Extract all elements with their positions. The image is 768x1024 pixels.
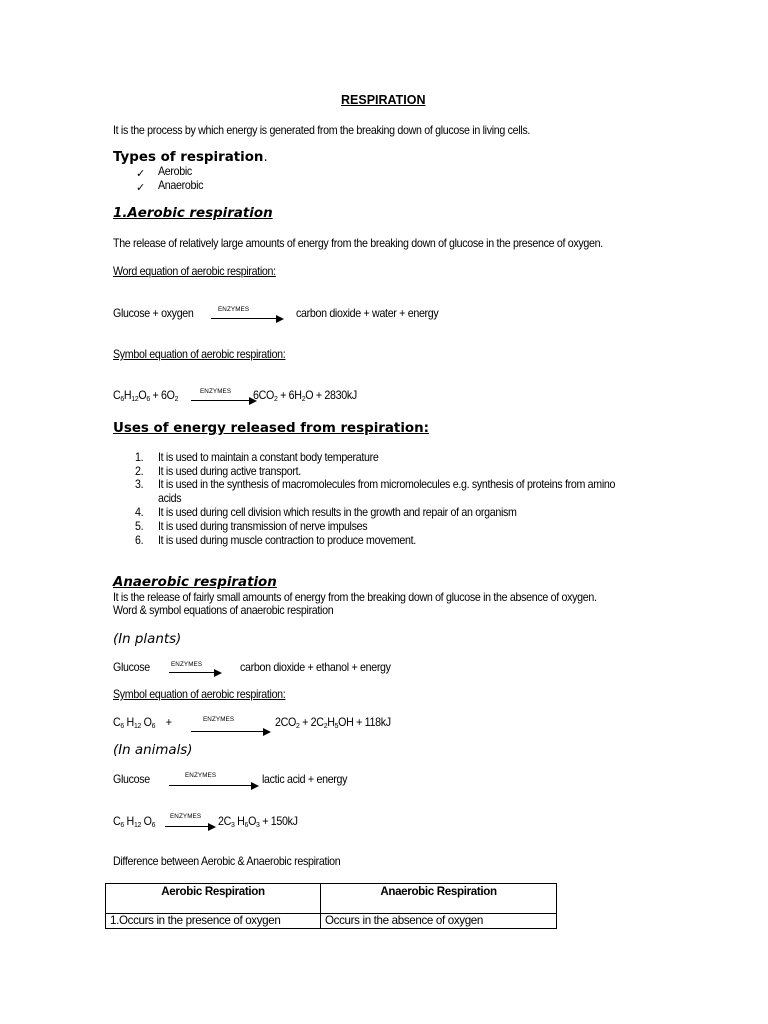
anaerobic-heading: Anaerobic respiration <box>113 575 277 590</box>
enzymes-label: ENZYMES <box>170 813 202 820</box>
animals-eq-right: lactic acid + energy <box>262 773 348 786</box>
plants-eq-right: carbon dioxide + ethanol + energy <box>240 661 391 674</box>
uses-item: It is used during active transport. <box>158 465 301 478</box>
table-cell: 1.Occurs in the presence of oxygen <box>106 914 321 929</box>
comparison-table <box>105 883 557 929</box>
plants-symbol-label: Symbol equation of aerobic respiration: <box>113 688 286 701</box>
types-heading-text: Types of respiration <box>113 150 264 165</box>
uses-item: It is used during muscle contraction to produce movement. <box>158 534 416 547</box>
animals-label: (In animals) <box>113 743 193 758</box>
reaction-arrow-icon <box>191 400 255 401</box>
reaction-arrow-icon <box>191 731 269 732</box>
reaction-arrow-icon <box>169 785 257 786</box>
uses-item-num: 4. <box>135 506 144 519</box>
types-heading <box>113 150 268 165</box>
types-list-item <box>136 178 145 196</box>
uses-heading: Uses of energy released from respiration: <box>113 421 430 436</box>
uses-item-num: 2. <box>135 465 144 478</box>
uses-item-num: 3. <box>135 478 144 491</box>
plants-symbol-eq-right: $2CO_2 + 2C_2H_5OH + 118kJ$ <box>275 716 391 730</box>
aerobic-word-eq-right: carbon dioxide + water + energy <box>296 307 439 320</box>
uses-item: It is used to maintain a constant body temperature <box>158 451 379 464</box>
enzymes-label: ENZYMES <box>171 661 203 668</box>
aerobic-word-eq-label: Word equation of aerobic respiration: <box>113 265 276 278</box>
anaerobic-description: It is the release of fairly small amounts of energy from the breaking down of glucose in the absence of oxygen. <box>113 591 597 604</box>
uses-item: It is used during transmission of nerve impulses <box>158 520 368 533</box>
types-heading-suffix: . <box>263 150 268 165</box>
table-header-anaerobic: Anaerobic Respiration <box>321 884 557 914</box>
table-row <box>106 914 557 929</box>
reaction-arrow-icon <box>211 318 282 319</box>
animals-symbol-eq-right: $2C_3$ $H_6O_3 + 150kJ$ <box>218 815 298 829</box>
uses-item-num: 6. <box>135 534 144 547</box>
table-header-row <box>106 884 557 914</box>
aerobic-symbol-eq-right: $6CO_2 + 6H_2O + 2830kJ$ <box>253 389 357 403</box>
animals-symbol-eq-left: $C_6$ $H_{12}$ $O_6$ <box>113 815 156 829</box>
table-header-aerobic: Aerobic Respiration <box>106 884 321 914</box>
reaction-arrow-icon <box>165 826 214 827</box>
anaerobic-equations-label: Word & symbol equations of anaerobic respiration <box>113 604 334 617</box>
uses-item: It is used during cell division which results in the growth and repair of an organism <box>158 506 517 519</box>
enzymes-label: ENZYMES <box>218 306 250 313</box>
aerobic-symbol-eq-left: $C_6H_{12}O_6 + 6O_2$ <box>113 389 179 403</box>
uses-item: It is used in the synthesis of macromolecules from micromolecules e.g. synthesis of proteins from amino <box>158 478 616 491</box>
checkmark-icon: ✓ <box>136 181 146 194</box>
uses-item-num: 1. <box>135 451 144 464</box>
enzymes-label: ENZYMES <box>185 772 217 779</box>
aerobic-description: The release of relatively large amounts of energy from the breaking down of glucose in the presence of oxygen. <box>113 237 603 250</box>
definition-text: It is the process by which energy is generated from the breaking down of glucose in living cells. <box>113 124 530 137</box>
page-title: RESPIRATION <box>341 93 426 107</box>
aerobic-heading: 1.Aerobic respiration <box>113 206 273 221</box>
uses-item-num: 5. <box>135 520 144 533</box>
table-cell: Occurs in the absence of oxygen <box>321 914 557 929</box>
uses-item-continuation: acids <box>158 492 182 505</box>
aerobic-word-eq-left: Glucose + oxygen <box>113 307 194 320</box>
aerobic-symbol-eq-label: Symbol equation of aerobic respiration: <box>113 348 286 361</box>
types-item-anaerobic: Anaerobic <box>158 179 204 192</box>
plants-label: (In plants) <box>113 632 182 647</box>
reaction-arrow-icon <box>169 672 220 673</box>
plants-symbol-eq-left: $C_6$ $H_{12}$ $O_6$ + <box>113 716 172 730</box>
types-item-aerobic: Aerobic <box>158 165 192 178</box>
enzymes-label: ENZYMES <box>200 388 232 395</box>
enzymes-label: ENZYMES <box>203 716 235 723</box>
animals-eq-left: Glucose <box>113 773 150 786</box>
difference-label: Difference between Aerobic & Anaerobic respiration <box>113 855 341 868</box>
checkmark-icon: ✓ <box>136 167 146 180</box>
plants-eq-left: Glucose <box>113 661 150 674</box>
